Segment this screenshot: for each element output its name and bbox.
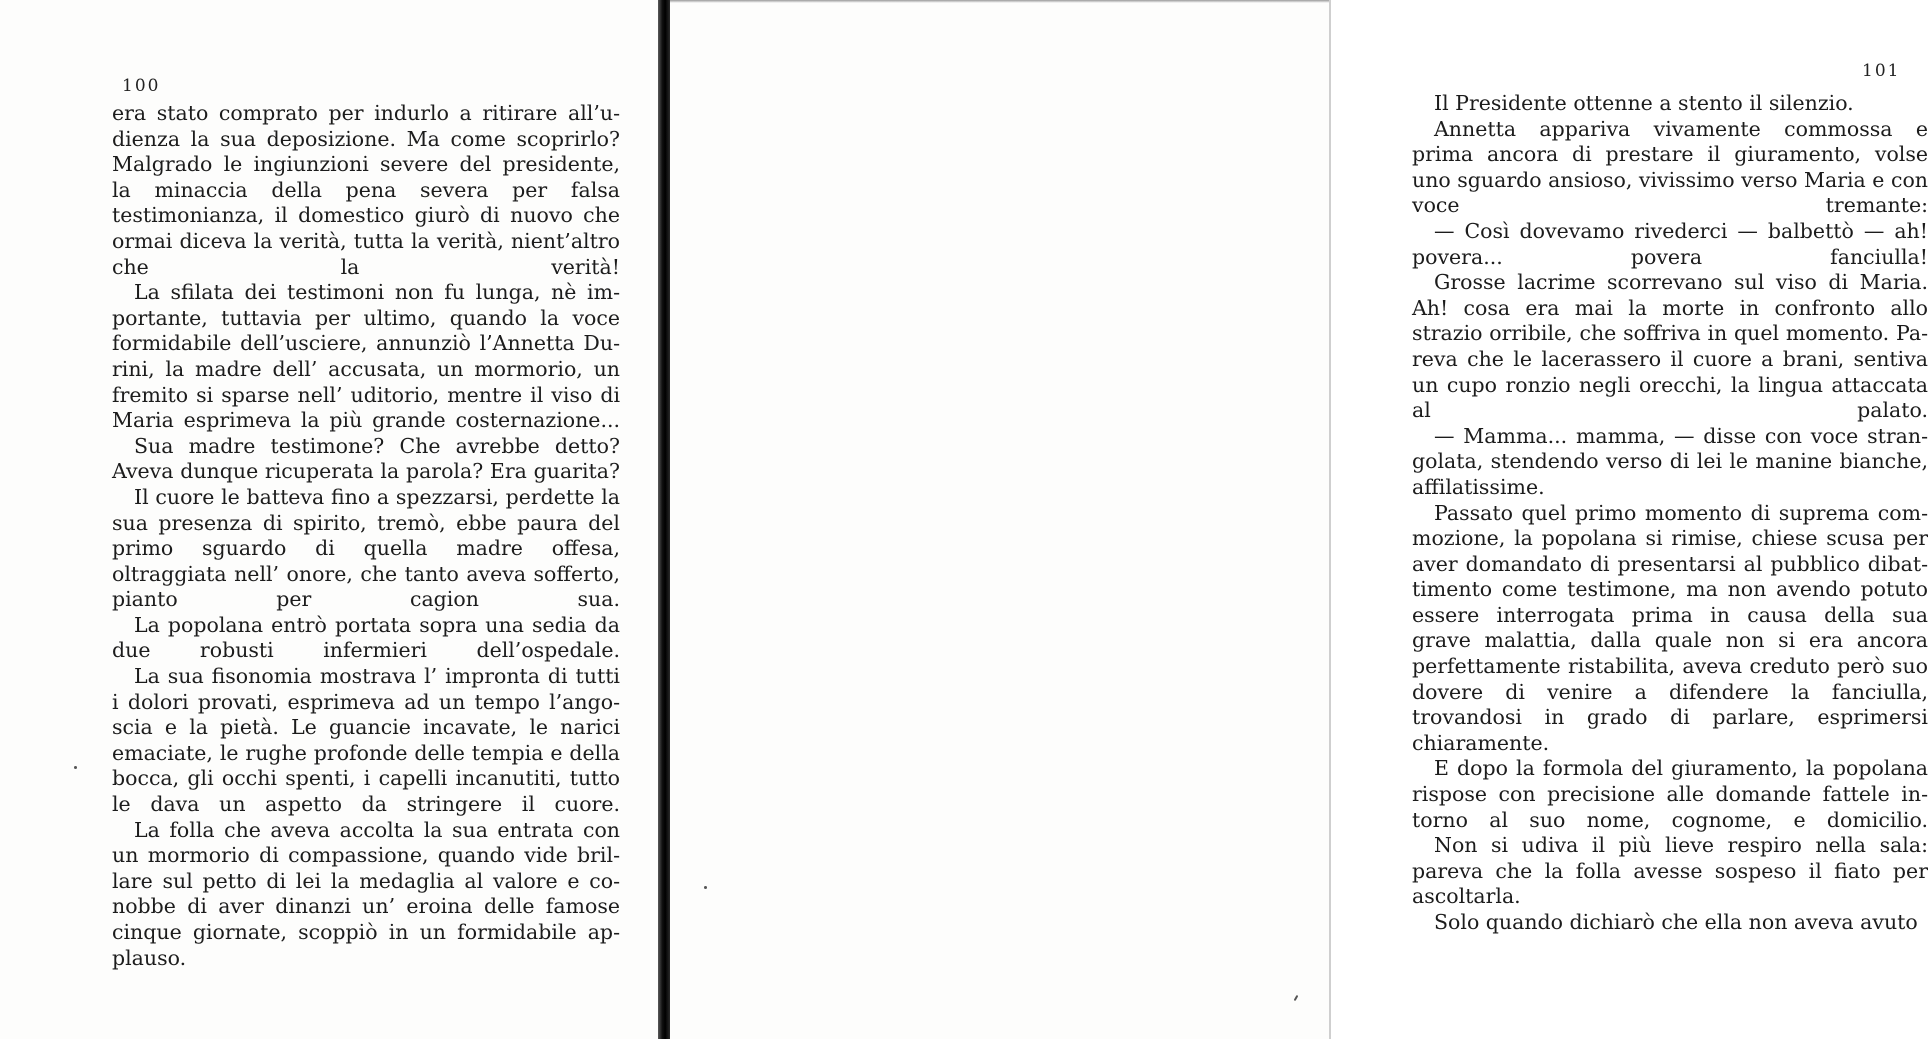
page-number-right: 101	[1862, 61, 1901, 81]
page-right-edge	[1329, 0, 1331, 1039]
paragraph: — Mamma... mamma, — disse con voce strangolata, stendendo verso di lei le manine bianche, affilatissime.	[1412, 423, 1928, 499]
book-gutter	[658, 0, 670, 1039]
paragraph: La folla che aveva accolta la sua entrata con un mormorio di compassione, quando vide brillare sul petto di lei la medaglia al valore e conobbe di aver dinanzi un’ eroina delle famose cinque giornate, scoppiò in un formidabile applauso.	[112, 817, 620, 970]
paragraph: Passato quel primo momento di suprema commozione, la popolana si rimise, chiese scusa per aver domandato di presentarsi al pubblico dibattimento come testimone, ma non avendo potuto essere interrogata prima in causa della sua grave malattia, dalla quale non si era ancora perfettamente ristabilita, aveva creduto però suo dovere di venire a difendere la fanciulla, trovandosi in grado di parlare, esprimersi chiaramente.	[1412, 500, 1928, 755]
right-page	[670, 0, 1928, 1039]
paragraph: Annetta appariva vivamente commossa e prima ancora di prestare il giuramento, volse uno sguardo ansioso, vivissimo verso Maria e con voce tremante:	[1412, 116, 1928, 218]
paper-speck	[1294, 995, 1299, 1001]
paragraph: E dopo la formola del giuramento, la popolana rispose con precisione alle domande fattele intorno al suo nome, cognome, e domicilio.	[1412, 756, 1928, 832]
page-number-left: 100	[122, 76, 161, 96]
paragraph: Non si udiva il più lieve respiro nella sala: pareva che la folla avesse sospeso il fiato per ascoltarla.	[1412, 833, 1928, 909]
paragraph: La sfilata dei testimoni non fu lunga, nè importante, tuttavia per ultimo, quando la voce formidabile dell’usciere, annunziò l’Annetta Durini, la madre dell’ accusata, un mormorio, un fremito si sparse nell’ uditorio, mentre il viso di Maria esprimeva la più grande costernazione...	[112, 280, 620, 433]
left-page	[0, 0, 658, 1039]
left-page-text	[112, 101, 620, 971]
paragraph: — Così dovevamo rivederci — balbettò — ah! povera... povera fanciulla!	[1412, 218, 1928, 269]
paragraph: era stato comprato per indurlo a ritirare all’udienza la sua deposizione. Ma come scoprirlo? Malgrado le ingiunzioni severe del presidente, la minaccia della pena severa per falsa testimonianza, il domestico giurò di nuovo che ormai diceva la verità, tutta la verità, nient’altro che la verità!	[112, 101, 620, 279]
paragraph: La popolana entrò portata sopra una sedia da due robusti infermieri dell’ospedale.	[112, 612, 620, 663]
right-page-text	[1412, 91, 1928, 936]
paragraph: Grosse lacrime scorrevano sul viso di Maria. Ah! cosa era mai la morte in confronto allo strazio orribile, che soffriva in quel momento. Pareva che le lacerassero il cuore a brani, sentiva un cupo ronzio negli orecchi, la lingua attaccata al palato.	[1412, 270, 1928, 423]
paragraph: Sua madre testimone? Che avrebbe detto? Aveva dunque ricuperata la parola? Era guarita?	[112, 433, 620, 484]
page-top-edge	[670, 0, 1331, 3]
paragraph: Il Presidente ottenne a stento il silenzio.	[1434, 91, 1854, 115]
paragraph: Il cuore le batteva fino a spezzarsi, perdette la sua presenza di spirito, tremò, ebbe paura del primo sguardo di quella madre offesa, oltraggiata nell’ onore, che tanto aveva sofferto, pianto per cagion sua.	[112, 484, 620, 612]
paper-speck	[704, 886, 707, 889]
paper-speck	[74, 766, 77, 769]
paragraph: Solo quando dichiarò che ella non aveva avuto	[1434, 910, 1918, 934]
paragraph: La sua fisonomia mostrava l’ impronta di tutti i dolori provati, esprimeva ad un tempo l’angoscia e la pietà. Le guancie incavate, le narici emaciate, le rughe profonde delle tempia e della bocca, gli occhi spenti, i capelli incanutiti, tutto le dava un aspetto da stringere il cuore.	[112, 664, 620, 817]
